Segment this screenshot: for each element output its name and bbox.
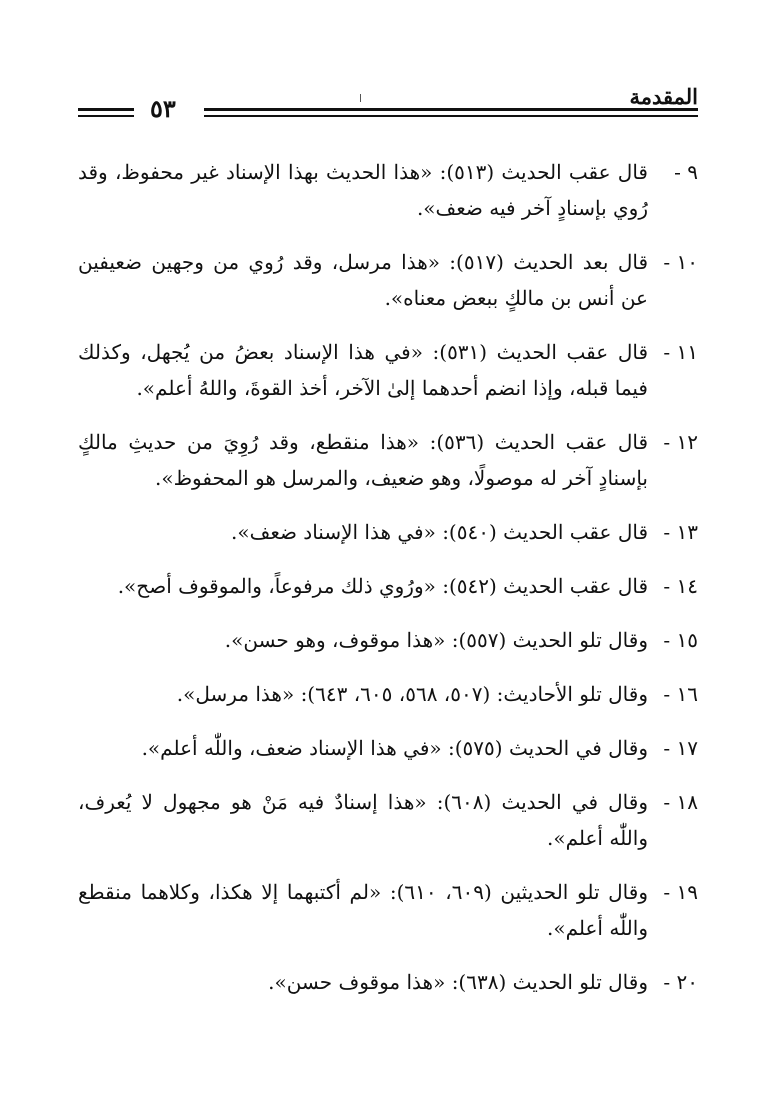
header-rule-long <box>204 108 698 117</box>
page-header <box>78 84 698 126</box>
item-number: ١٩ - <box>663 880 698 904</box>
item-number: ١٣ - <box>663 520 698 544</box>
body-text <box>78 154 698 1018</box>
list-item <box>78 568 698 604</box>
item-number: ٢٠ - <box>663 970 698 994</box>
item-number: ١٥ - <box>663 628 698 652</box>
item-number: ١٢ - <box>663 430 698 454</box>
list-item <box>78 514 698 550</box>
item-number: ١٨ - <box>663 790 698 814</box>
list-item <box>78 334 698 406</box>
header-mark <box>360 94 361 102</box>
item-text: وقال تلو الحديث (٦٣٨): «هذا موقوف حسن». <box>268 970 648 994</box>
item-number: ١١ - <box>663 340 698 364</box>
item-text: قال عقب الحديث (٥٤٠): «في هذا الإسناد ضعف». <box>231 520 648 544</box>
running-title: المقدمة <box>629 84 698 109</box>
header-rule-short <box>78 108 134 117</box>
list-item <box>78 676 698 712</box>
list-item <box>78 964 698 1000</box>
item-number: ١٧ - <box>663 736 698 760</box>
item-text: وقال تلو الحديثين (٦٠٩، ٦١٠): «لم أكتبهما إلا هكذا، وكلاهما منقطع واللّٰه أعلم». <box>78 880 648 940</box>
list-item <box>78 730 698 766</box>
item-text: وقال في الحديث (٥٧٥): «في هذا الإسناد ضعف، واللّٰه أعلم». <box>141 736 648 760</box>
item-number: ١٠ - <box>663 250 698 274</box>
item-text: وقال في الحديث (٦٠٨): «هذا إسنادٌ فيه مَنْ هو مجهول لا يُعرف، واللّٰه أعلم». <box>78 790 648 850</box>
item-number: ١٦ - <box>663 682 698 706</box>
item-text: قال عقب الحديث (٥٣٦): «هذا منقطع، وقد رُوِيَ من حديثِ مالكٍ بإسنادٍ آخر له موصولًا، وهو ضعيف، والمرسل هو المحفوظ». <box>78 430 649 490</box>
item-text: قال عقب الحديث (٥٣١): «في هذا الإسناد بعضُ من يُجهل، وكذلك فيما قبله، وإذا انضم أحدهما إلىٰ الآخر، أخذ القوةَ، واللهُ أعلم». <box>78 340 648 400</box>
item-text: قال عقب الحديث (٥٤٢): «ورُوي ذلك مرفوعاً، والموقوف أصح». <box>117 574 648 598</box>
list-item <box>78 622 698 658</box>
list-item <box>78 424 698 496</box>
list-item <box>78 874 698 946</box>
item-text: قال عقب الحديث (٥١٣): «هذا الحديث بهذا الإسناد غير محفوظ، وقد رُوي بإسنادٍ آخر فيه ضعف». <box>78 160 648 220</box>
item-text: وقال تلو الأحاديث: (٥٠٧، ٥٦٨، ٦٠٥، ٦٤٣): «هذا مرسل». <box>176 682 648 706</box>
list-item <box>78 784 698 856</box>
item-number: ٩ - <box>674 160 698 184</box>
list-item <box>78 154 698 226</box>
page-number: ٥٣ <box>150 94 176 123</box>
list-item <box>78 244 698 316</box>
item-number: ١٤ - <box>663 574 698 598</box>
item-text: وقال تلو الحديث (٥٥٧): «هذا موقوف، وهو حسن». <box>224 628 648 652</box>
item-text: قال بعد الحديث (٥١٧): «هذا مرسل، وقد رُوي من وجهين ضعيفين عن أنس بن مالكٍ ببعض معناه». <box>78 250 648 310</box>
